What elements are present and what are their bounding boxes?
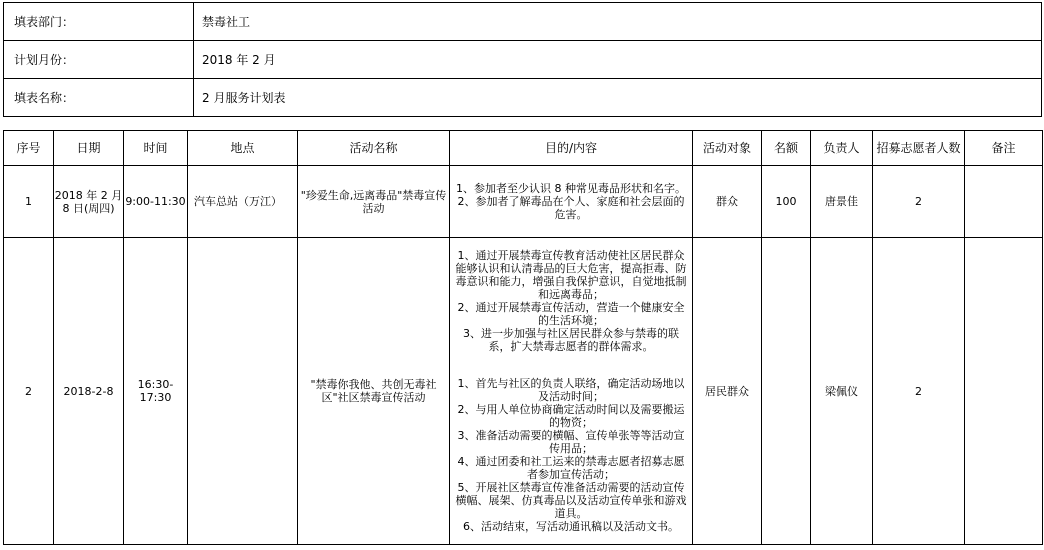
header-target: 活动对象 bbox=[693, 131, 762, 166]
info-table bbox=[3, 2, 1042, 117]
month-label: 计划月份： bbox=[4, 41, 194, 79]
row-purpose bbox=[450, 238, 693, 545]
purpose-goal: 3、进一步加强与社区居民群众参与禁毒的联系，扩大禁毒志愿者的群体需求。 bbox=[463, 327, 679, 353]
purpose-step: 1、首先与社区的负责人联络，确定活动场地以及活动时间； bbox=[457, 377, 685, 403]
row-seq: 1 bbox=[4, 166, 54, 238]
purpose-step: 6、活动结束，写活动通讯稿以及活动文书。 bbox=[463, 520, 679, 533]
row-time: 16:30-17:30 bbox=[124, 238, 188, 545]
department-value: 禁毒社工 bbox=[194, 3, 1042, 41]
row-activity: "珍爱生命,远离毒品"禁毒宣传活动 bbox=[298, 166, 450, 238]
row-seq: 2 bbox=[4, 238, 54, 545]
purpose-goal: 2、通过开展禁毒宣传活动，营造一个健康安全的生活环境； bbox=[457, 301, 685, 327]
row-date: 2018 年 2 月 8 日(周四) bbox=[54, 166, 124, 238]
row-leader: 唐景佳 bbox=[811, 166, 873, 238]
row-target: 群众 bbox=[693, 166, 762, 238]
row-volunteers: 2 bbox=[873, 238, 965, 545]
table-name-label: 填表名称： bbox=[4, 79, 194, 117]
header-remarks: 备注 bbox=[965, 131, 1043, 166]
row-time: 9:00-11:30 bbox=[124, 166, 188, 238]
row-location bbox=[188, 238, 298, 545]
table-row bbox=[4, 238, 1043, 545]
header-row bbox=[4, 131, 1043, 166]
row-activity: "禁毒你我他、共创无毒社区"社区禁毒宣传活动 bbox=[298, 238, 450, 545]
header-activity: 活动名称 bbox=[298, 131, 450, 166]
purpose-goal: 1、通过开展禁毒宣传教育活动使社区居民群众能够认识和认清毒品的巨大危害，提高拒毒、防毒意识和能力，增强自我保护意识，自觉地抵制和远离毒品； bbox=[455, 249, 687, 301]
row-location: 汽车总站（万江） bbox=[188, 166, 298, 238]
row-remarks bbox=[965, 166, 1043, 238]
table-row bbox=[4, 166, 1043, 238]
purpose-spacer bbox=[454, 353, 688, 377]
month-value: 2018 年 2 月 bbox=[194, 41, 1042, 79]
row-leader: 梁佩仪 bbox=[811, 238, 873, 545]
table-name-value: 2 月服务计划表 bbox=[194, 79, 1042, 117]
row-quota: 100 bbox=[762, 166, 811, 238]
purpose-item: 2、参加者了解毒品在个人、家庭和社会层面的危害。 bbox=[457, 195, 685, 221]
row-purpose bbox=[450, 166, 693, 238]
purpose-step: 4、通过团委和社工运来的禁毒志愿者招募志愿者参加宣传活动； bbox=[457, 455, 685, 481]
table-name-row bbox=[4, 79, 1042, 117]
purpose-item: 1、参加者至少认识 8 种常见毒品形状和名字。 bbox=[456, 182, 686, 195]
department-row bbox=[4, 3, 1042, 41]
row-volunteers: 2 bbox=[873, 166, 965, 238]
header-volunteers: 招募志愿者人数 bbox=[873, 131, 965, 166]
purpose-step: 3、准备活动需要的横幅、宣传单张等等活动宣传用品； bbox=[457, 429, 685, 455]
department-label: 填表部门： bbox=[4, 3, 194, 41]
header-purpose: 目的/内容 bbox=[450, 131, 693, 166]
header-seq: 序号 bbox=[4, 131, 54, 166]
row-date: 2018-2-8 bbox=[54, 238, 124, 545]
header-quota: 名额 bbox=[762, 131, 811, 166]
row-remarks bbox=[965, 238, 1043, 545]
month-row bbox=[4, 41, 1042, 79]
header-date: 日期 bbox=[54, 131, 124, 166]
purpose-step: 5、开展社区禁毒宣传准备活动需要的活动宣传横幅、展架、仿真毒品以及活动宣传单张和游戏道具。 bbox=[455, 481, 687, 520]
row-target: 居民群众 bbox=[693, 238, 762, 545]
header-location: 地点 bbox=[188, 131, 298, 166]
plan-table bbox=[3, 130, 1043, 545]
purpose-step: 2、与用人单位协商确定活动时间以及需要搬运的物资； bbox=[457, 403, 685, 429]
header-leader: 负责人 bbox=[811, 131, 873, 166]
header-time: 时间 bbox=[124, 131, 188, 166]
row-quota bbox=[762, 238, 811, 545]
